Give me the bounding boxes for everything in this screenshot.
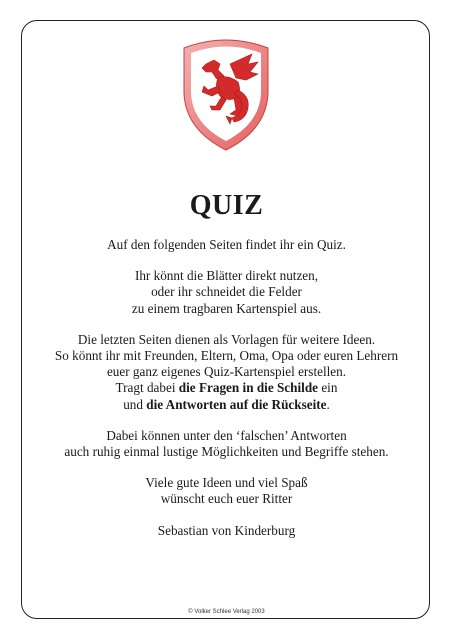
bold-text-answers: die Antworten auf die Rückseite <box>146 396 327 412</box>
body-text <box>30 237 423 554</box>
text-line-tragt <box>30 380 423 396</box>
bold-text-questions: die Fragen in die Schilde <box>178 380 319 396</box>
paragraph-signature <box>30 523 423 539</box>
paragraph-intro <box>30 237 423 253</box>
paragraph-usage <box>30 268 423 317</box>
text-run: ein <box>318 380 338 396</box>
text-line: wünscht euch euer Ritter <box>160 491 293 507</box>
paragraph-wrong-answers <box>30 428 423 460</box>
text-run: und <box>123 396 147 412</box>
text-line: oder ihr schneidet die Felder <box>151 284 302 300</box>
text-line: auch ruhig einmal lustige Möglichkeiten und Begriffe stehen. <box>64 444 389 460</box>
text-run: Tragt dabei <box>115 380 179 396</box>
text-run: . <box>326 396 330 412</box>
text-line: Dabei können unter den ‘falschen’ Antworten <box>106 427 347 443</box>
paragraph-templates <box>30 332 423 413</box>
copyright-footer: © Volker Schlee Verlag 2003 <box>188 609 265 615</box>
text-line: Ihr könnt die Blätter direkt nutzen, <box>134 268 319 284</box>
paragraph-greeting <box>30 475 423 507</box>
text-line: Die letzten Seiten dienen als Vorlagen für weitere Ideen. <box>77 331 376 347</box>
text-line: So könnt ihr mit Freunden, Eltern, Oma, Opa oder euren Lehrern <box>54 348 399 364</box>
signature-text: Sebastian von Kinderburg <box>157 522 296 538</box>
dragon-shield-icon <box>178 34 274 154</box>
text-line: Auf den folgenden Seiten findet ihr ein Quiz. <box>107 237 346 252</box>
page-title: QUIZ <box>189 190 264 221</box>
text-line: zu einem tragbaren Kartenspiel aus. <box>131 300 322 316</box>
text-line: Viele gute Ideen und viel Spaß <box>145 475 308 491</box>
text-line-und <box>30 397 423 413</box>
text-line: euer ganz eigenes Quiz-Kartenspiel erstellen. <box>106 364 347 380</box>
